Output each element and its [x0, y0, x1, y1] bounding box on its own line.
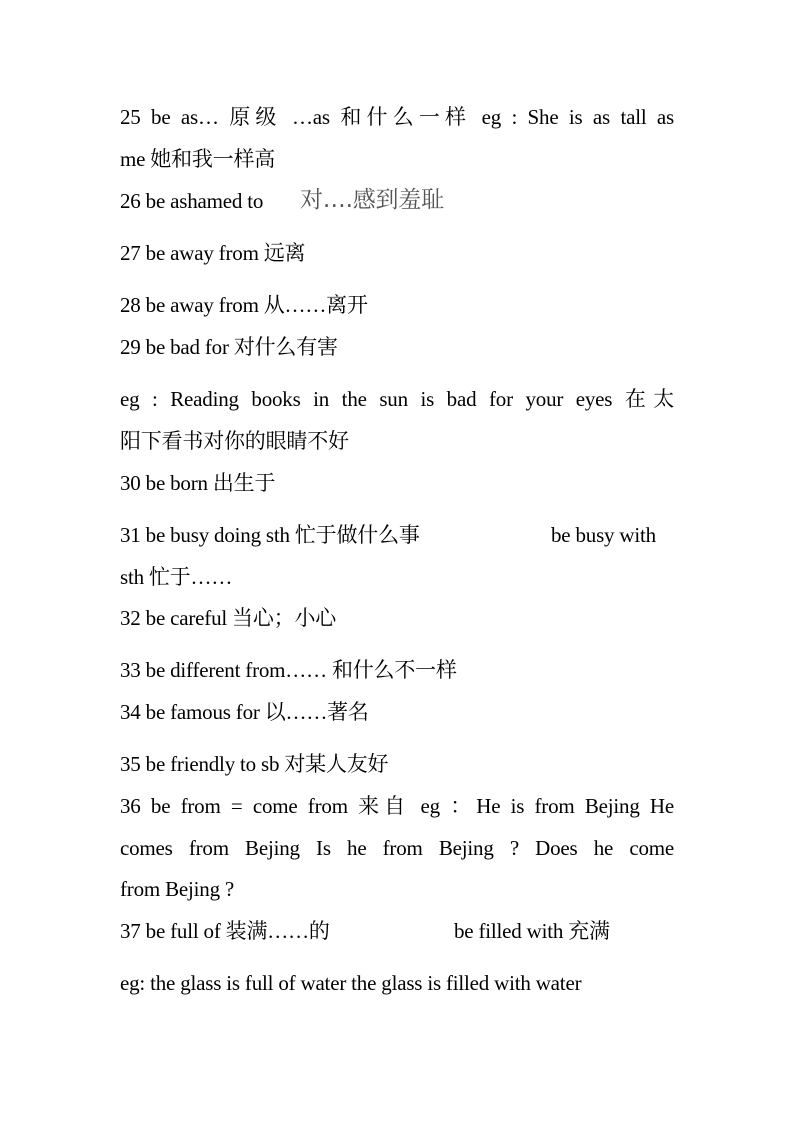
text-line: 25 be as… 原级 …as 和什么一样 eg : She is as tall as — [120, 105, 674, 129]
text-line: 29 be bad for 对什么有害 — [120, 335, 338, 359]
text-line: 28 be away from 从……离开 — [120, 293, 368, 317]
text-line: 37 be full of 装满……的 — [120, 919, 330, 943]
text-line: 阳下看书对你的眼睛不好 — [120, 429, 349, 453]
text-line: 32 be careful 当心；小心 — [120, 606, 337, 630]
text-line: 对….感到羞耻 — [300, 187, 444, 213]
text-line: 36 be from = come from 来自 eg ：He is from Bejing He — [120, 794, 674, 818]
text-line: 30 be born 出生于 — [120, 471, 276, 495]
text-line: sth 忙于…… — [120, 565, 233, 589]
text-line: comes from Bejing Is he from Bejing ? Does he come — [120, 836, 674, 860]
text-line: 33 be different from…… 和什么不一样 — [120, 658, 457, 682]
text-line: 26 be ashamed to — [120, 189, 264, 213]
text-line: 35 be friendly to sb 对某人友好 — [120, 752, 389, 776]
text-line: 27 be away from 远离 — [120, 241, 306, 265]
text-line: eg: the glass is full of water the glass is filled with water — [120, 971, 582, 995]
text-line: eg : Reading books in the sun is bad for your eyes 在太 — [120, 387, 674, 411]
text-line: 34 be famous for 以……著名 — [120, 700, 369, 724]
text-line: be filled with 充满 — [454, 919, 610, 943]
text-line: 31 be busy doing sth 忙于做什么事 — [120, 523, 420, 547]
text-line: me 她和我一样高 — [120, 147, 276, 171]
text-line: from Bejing ? — [120, 877, 235, 901]
text-line: be busy with — [551, 523, 656, 547]
